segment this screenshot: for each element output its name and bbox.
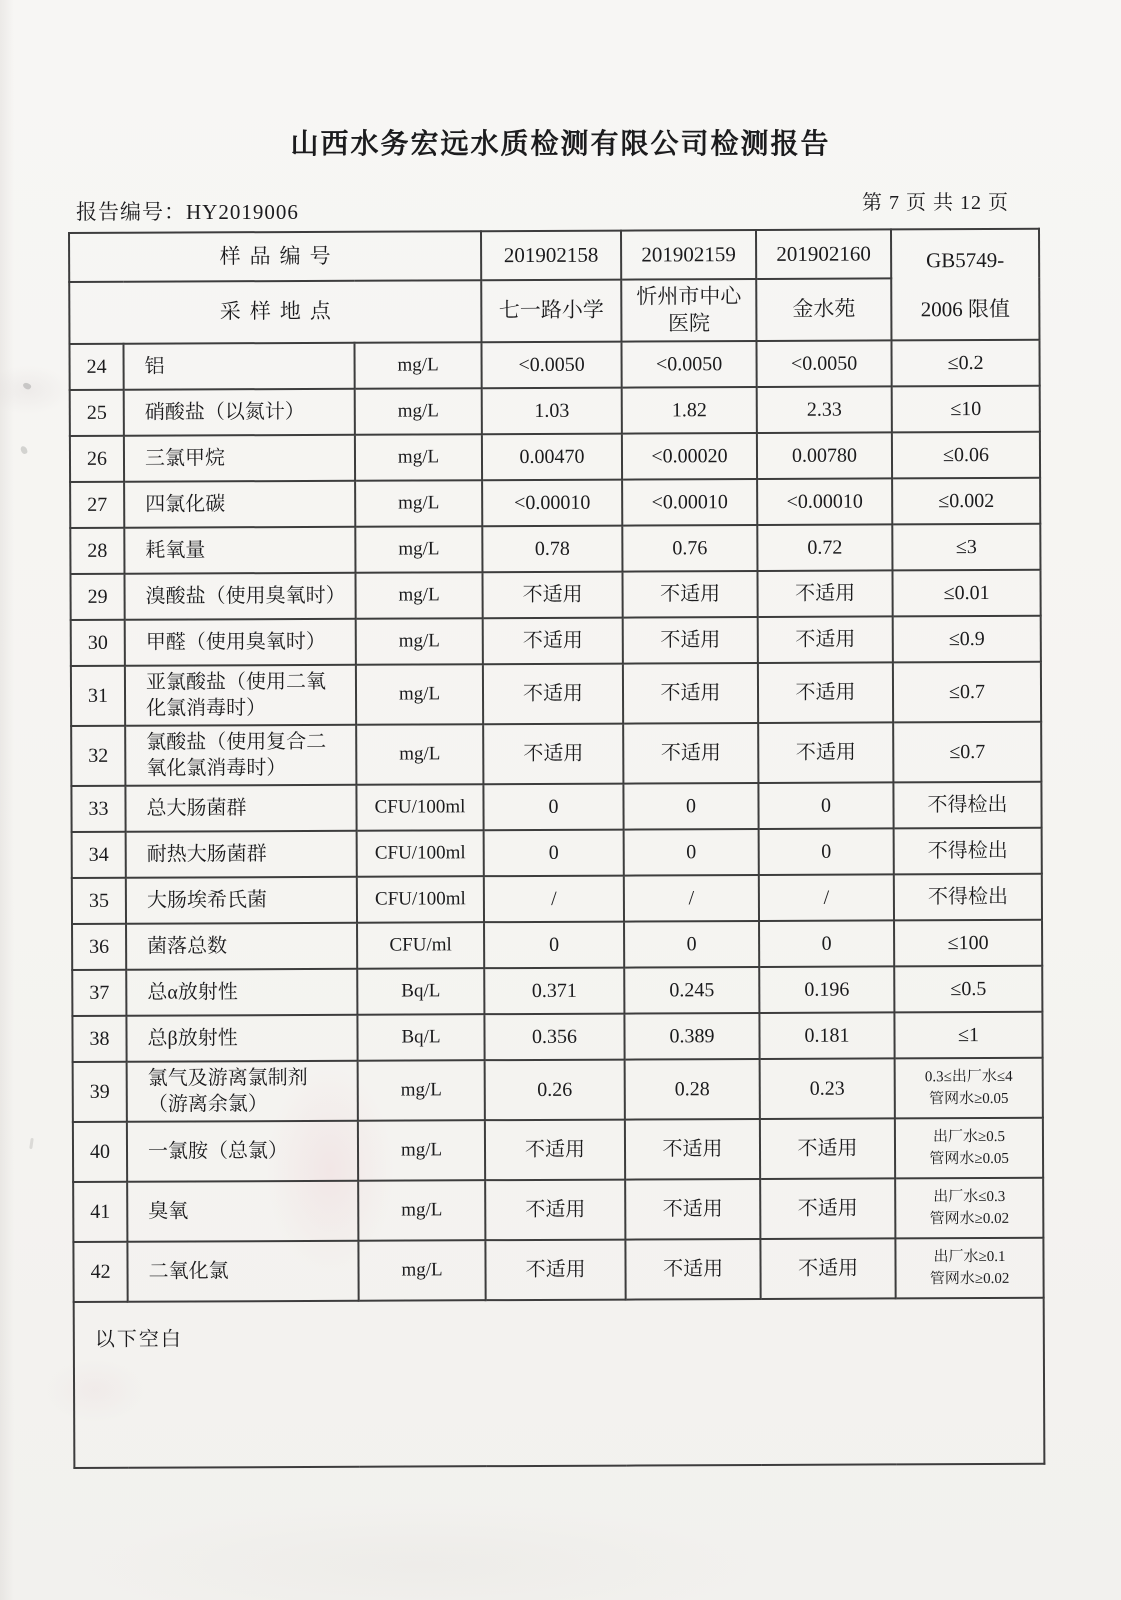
table-row bbox=[72, 874, 1042, 924]
unit: CFU/ml bbox=[357, 922, 484, 969]
sample-value-2: 不适用 bbox=[625, 1119, 760, 1180]
row-number: 34 bbox=[72, 832, 126, 878]
table-row bbox=[70, 478, 1040, 528]
table-row bbox=[71, 616, 1041, 666]
sample-value-3: 不适用 bbox=[758, 722, 893, 783]
unit: mg/L bbox=[355, 526, 482, 573]
limit-value: 0.3≤出厂水≤4 管网水≥0.05 bbox=[895, 1058, 1043, 1119]
sample-value-1: 不适用 bbox=[485, 1120, 625, 1181]
table-row bbox=[70, 432, 1040, 482]
sample-value-1: 不适用 bbox=[485, 1180, 625, 1241]
sample-value-2: 不适用 bbox=[623, 571, 758, 618]
row-number: 29 bbox=[70, 574, 124, 620]
sample-value-2: 不适用 bbox=[625, 1239, 760, 1300]
parameter-name: 三氯甲烷 bbox=[124, 435, 355, 482]
table-row bbox=[73, 1178, 1043, 1242]
limit-value: ≤0.2 bbox=[891, 340, 1039, 387]
limit-value: ≤10 bbox=[892, 386, 1040, 433]
row-number: 41 bbox=[73, 1182, 127, 1242]
sample-value-2: 0 bbox=[624, 829, 759, 876]
sample-value-3: 0.23 bbox=[760, 1058, 895, 1119]
sample-value-2: <0.00020 bbox=[622, 433, 757, 480]
row-number: 39 bbox=[73, 1062, 127, 1122]
sample-value-1: 不适用 bbox=[483, 724, 623, 785]
row-number: 40 bbox=[73, 1122, 127, 1182]
sample-value-2: 0 bbox=[624, 921, 759, 968]
sample-value-1: <0.00010 bbox=[482, 480, 622, 527]
parameter-name: 硝酸盐（以氮计） bbox=[124, 389, 355, 436]
limit-value: ≤3 bbox=[892, 524, 1040, 571]
limit-value: 出厂水≤0.3 管网水≥0.02 bbox=[895, 1178, 1043, 1239]
parameter-name: 总大肠菌群 bbox=[125, 785, 356, 832]
unit: Bq/L bbox=[357, 968, 484, 1015]
unit: mg/L bbox=[355, 572, 482, 619]
parameter-name: 氯酸盐（使用复合二 氧化氯消毒时） bbox=[125, 725, 356, 786]
sample-value-3: 0.196 bbox=[759, 966, 894, 1013]
report-number: 报告编号：HY2019006 bbox=[76, 200, 299, 224]
sample-value-3: 不适用 bbox=[760, 1118, 895, 1179]
results-table-wrap bbox=[68, 228, 1045, 1469]
unit: mg/L bbox=[358, 1180, 485, 1241]
sample-value-2: 不适用 bbox=[623, 723, 758, 784]
sample-value-2: 1.82 bbox=[622, 387, 757, 434]
sample-value-2: 0 bbox=[623, 783, 758, 830]
row-number: 38 bbox=[72, 1016, 126, 1062]
limit-value: 出厂水≥0.5 管网水≥0.05 bbox=[895, 1118, 1043, 1179]
limit-value: ≤0.002 bbox=[892, 478, 1040, 525]
row-number: 42 bbox=[73, 1242, 127, 1302]
row-number: 28 bbox=[70, 528, 124, 574]
row-number: 35 bbox=[72, 878, 126, 924]
parameter-name: 二氧化氯 bbox=[127, 1241, 358, 1302]
limit-value: ≤0.7 bbox=[893, 662, 1041, 723]
unit: CFU/100ml bbox=[357, 830, 484, 877]
scan-speck bbox=[29, 1138, 34, 1149]
sample-value-2: 0.76 bbox=[622, 525, 757, 572]
parameter-name: 溴酸盐（使用臭氧时） bbox=[124, 573, 355, 620]
sample-value-3: 0.72 bbox=[757, 524, 892, 571]
sample-id-2: 201902159 bbox=[621, 230, 756, 280]
limit-value: ≤0.7 bbox=[893, 722, 1041, 783]
sample-value-2: 0.245 bbox=[624, 967, 759, 1014]
parameter-name: 菌落总数 bbox=[126, 923, 357, 970]
unit: CFU/100ml bbox=[356, 784, 483, 831]
row-number: 36 bbox=[72, 924, 126, 970]
row-number: 32 bbox=[71, 726, 125, 786]
sample-id-label: 样品编号 bbox=[69, 231, 481, 282]
sample-value-1: 0.356 bbox=[484, 1014, 624, 1061]
limit-value: ≤0.06 bbox=[892, 432, 1040, 479]
unit: CFU/100ml bbox=[357, 876, 484, 923]
limit-value: ≤0.5 bbox=[894, 966, 1042, 1013]
table-row bbox=[73, 1118, 1043, 1182]
sample-value-2: 不适用 bbox=[625, 1179, 760, 1240]
parameter-name: 铝 bbox=[123, 343, 354, 390]
unit: mg/L bbox=[356, 724, 483, 785]
parameter-name: 耗氧量 bbox=[124, 527, 355, 574]
row-number: 33 bbox=[71, 786, 125, 832]
limit-value: 不得检出 bbox=[894, 874, 1042, 921]
sample-value-1: 不适用 bbox=[483, 664, 623, 725]
location-3: 金水苑 bbox=[756, 278, 891, 341]
table-row bbox=[70, 570, 1040, 620]
table-row bbox=[72, 920, 1042, 970]
sample-value-3: 不适用 bbox=[758, 570, 893, 617]
row-number: 31 bbox=[71, 666, 125, 726]
sample-value-3: 不适用 bbox=[758, 616, 893, 663]
table-row bbox=[73, 1238, 1043, 1302]
sample-value-3: <0.0050 bbox=[756, 340, 891, 387]
parameter-name: 臭氧 bbox=[127, 1181, 358, 1242]
unit: mg/L bbox=[354, 342, 481, 389]
page-indicator: 第 7 页 共 12 页 bbox=[862, 192, 1009, 214]
row-number: 27 bbox=[70, 482, 124, 528]
sample-value-1: 不适用 bbox=[485, 1240, 625, 1301]
table-row bbox=[71, 782, 1041, 832]
limit-value: ≤0.9 bbox=[893, 616, 1041, 663]
location-label: 采样地点 bbox=[69, 280, 481, 344]
unit: Bq/L bbox=[357, 1014, 484, 1061]
row-number: 24 bbox=[69, 344, 123, 390]
parameter-name: 亚氯酸盐（使用二氧 化氯消毒时） bbox=[125, 665, 356, 726]
parameter-name: 氯气及游离氯制剂 （游离余氯） bbox=[127, 1061, 358, 1122]
limit-value: ≤100 bbox=[894, 920, 1042, 967]
sample-value-1: 1.03 bbox=[482, 388, 622, 435]
limit-value: ≤1 bbox=[894, 1012, 1042, 1059]
sample-value-3: 0.181 bbox=[759, 1012, 894, 1059]
scan-speck bbox=[20, 445, 28, 454]
sample-value-3: 0 bbox=[759, 828, 894, 875]
unit: mg/L bbox=[355, 434, 482, 481]
row-number: 25 bbox=[70, 390, 124, 436]
sample-value-1: 0.78 bbox=[482, 526, 622, 573]
row-number: 37 bbox=[72, 970, 126, 1016]
location-1: 七一路小学 bbox=[481, 280, 621, 343]
sample-value-1: 0.371 bbox=[484, 968, 624, 1015]
sample-value-1: / bbox=[484, 876, 624, 923]
table-row bbox=[70, 524, 1040, 574]
sample-value-1: 不适用 bbox=[483, 572, 623, 619]
parameter-name: 大肠埃希氏菌 bbox=[126, 877, 357, 924]
unit: mg/L bbox=[356, 618, 483, 665]
sample-value-1: 0.26 bbox=[485, 1060, 625, 1121]
table-row bbox=[72, 1012, 1042, 1062]
sample-value-2: 0.389 bbox=[624, 1013, 759, 1060]
sample-value-3: / bbox=[759, 874, 894, 921]
sample-value-3: 2.33 bbox=[757, 386, 892, 433]
table-row bbox=[73, 1058, 1043, 1122]
sample-value-3: 0 bbox=[759, 920, 894, 967]
parameter-name: 总β放射性 bbox=[126, 1015, 357, 1062]
sample-value-1: <0.0050 bbox=[482, 342, 622, 389]
sample-value-2: <0.00010 bbox=[622, 479, 757, 526]
table-row bbox=[71, 662, 1041, 726]
sample-id-row bbox=[69, 229, 1039, 282]
table-row bbox=[70, 386, 1040, 436]
sample-value-1: 0.00470 bbox=[482, 434, 622, 481]
unit: mg/L bbox=[358, 1240, 485, 1301]
limit-value: 不得检出 bbox=[894, 828, 1042, 875]
sample-value-1: 0 bbox=[484, 830, 624, 877]
limit-value: 出厂水≥0.1 管网水≥0.02 bbox=[895, 1238, 1043, 1299]
results-table-footer bbox=[74, 1298, 1045, 1468]
sample-value-2: 0.28 bbox=[625, 1059, 760, 1120]
sample-value-2: 不适用 bbox=[623, 617, 758, 664]
sample-value-2: / bbox=[624, 875, 759, 922]
scan-speck bbox=[22, 381, 32, 391]
location-2: 忻州市中心 医院 bbox=[621, 279, 756, 342]
sample-value-3: 不适用 bbox=[760, 1178, 895, 1239]
sample-value-1: 0 bbox=[483, 784, 623, 831]
table-row bbox=[72, 828, 1042, 878]
sample-value-3: 0.00780 bbox=[757, 432, 892, 479]
blank-below-note: 以下空白 bbox=[74, 1298, 1045, 1468]
parameter-name: 甲醛（使用臭氧时） bbox=[125, 619, 356, 666]
results-table bbox=[68, 228, 1045, 1469]
limit-value: 不得检出 bbox=[893, 782, 1041, 829]
sample-value-3: <0.00010 bbox=[757, 478, 892, 525]
results-table-header bbox=[69, 229, 1039, 344]
sample-value-3: 不适用 bbox=[758, 662, 893, 723]
parameter-name: 总α放射性 bbox=[126, 969, 357, 1016]
sample-value-3: 0 bbox=[758, 782, 893, 829]
parameter-name: 四氯化碳 bbox=[124, 481, 355, 528]
table-row bbox=[72, 966, 1042, 1016]
sample-value-3: 不适用 bbox=[760, 1238, 895, 1299]
sample-value-1: 0 bbox=[484, 922, 624, 969]
results-table-body bbox=[69, 340, 1043, 1302]
sample-id-1: 201902158 bbox=[481, 231, 621, 281]
sample-id-3: 201902160 bbox=[756, 229, 891, 279]
parameter-name: 一氯胺（总氯） bbox=[127, 1121, 358, 1182]
table-row bbox=[69, 340, 1039, 390]
unit: mg/L bbox=[355, 388, 482, 435]
row-number: 30 bbox=[71, 620, 125, 666]
unit: mg/L bbox=[358, 1120, 485, 1181]
limit-value: ≤0.01 bbox=[893, 570, 1041, 617]
unit: mg/L bbox=[356, 664, 483, 725]
sample-value-2: 不适用 bbox=[623, 663, 758, 724]
limit-column-header: GB5749- 2006 限值 bbox=[891, 229, 1039, 341]
parameter-name: 耐热大肠菌群 bbox=[126, 831, 357, 878]
sample-value-2: <0.0050 bbox=[621, 341, 756, 388]
unit: mg/L bbox=[355, 480, 482, 527]
page-title: 山西水务宏远水质检测有限公司检测报告 bbox=[290, 127, 831, 160]
row-number: 26 bbox=[70, 436, 124, 482]
table-row bbox=[71, 722, 1041, 786]
sample-value-1: 不适用 bbox=[483, 618, 623, 665]
blank-row bbox=[74, 1298, 1045, 1468]
unit: mg/L bbox=[358, 1060, 485, 1121]
